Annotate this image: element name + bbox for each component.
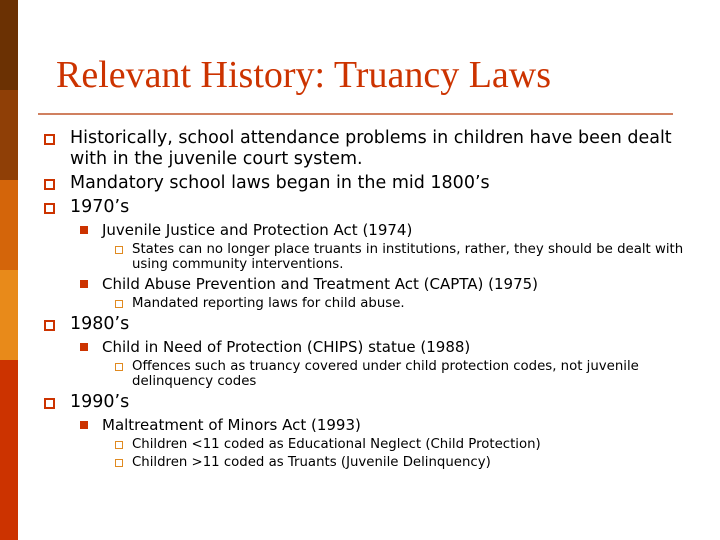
hollow-square-bullet-icon xyxy=(44,203,55,214)
bullet-item xyxy=(44,314,684,335)
small-square-bullet-icon xyxy=(115,300,123,308)
filled-square-bullet-icon xyxy=(80,280,88,288)
sub-bullet-item xyxy=(44,338,684,356)
sub-bullet-item xyxy=(44,221,684,239)
sub-sub-bullet-text: Children >11 coded as Truants (Juvenile Delinquency) xyxy=(132,455,491,470)
small-square-bullet-icon xyxy=(115,363,123,371)
decorative-stripe xyxy=(0,90,18,180)
slide-title: Relevant History: Truancy Laws xyxy=(56,54,552,96)
sub-sub-bullet-text: States can no longer place truants in institutions, rather, they should be dealt with using community interventions. xyxy=(132,242,684,272)
bullet-item xyxy=(44,173,684,194)
bullet-text: 1970’s xyxy=(70,197,130,217)
sub-bullet-text: Juvenile Justice and Protection Act (1974) xyxy=(102,221,413,239)
bullet-text: 1990’s xyxy=(70,392,130,412)
hollow-square-bullet-icon xyxy=(44,320,55,331)
filled-square-bullet-icon xyxy=(80,421,88,429)
bullet-item xyxy=(44,392,684,413)
small-square-bullet-icon xyxy=(115,441,123,449)
sub-bullet-item xyxy=(44,416,684,434)
decorative-stripe xyxy=(0,0,18,90)
bullet-text: Mandatory school laws began in the mid 1800’s xyxy=(70,173,490,193)
slide-content xyxy=(44,128,684,473)
sub-bullet-text: Child in Need of Protection (CHIPS) statue (1988) xyxy=(102,338,471,356)
hollow-square-bullet-icon xyxy=(44,179,55,190)
decorative-stripe xyxy=(0,270,18,360)
sub-sub-bullet-item xyxy=(44,359,684,389)
sub-sub-bullet-item xyxy=(44,455,684,470)
sub-sub-bullet-item xyxy=(44,437,684,452)
bullet-text: 1980’s xyxy=(70,314,130,334)
hollow-square-bullet-icon xyxy=(44,398,55,409)
filled-square-bullet-icon xyxy=(80,343,88,351)
decorative-stripe xyxy=(0,180,18,270)
bullet-text: Historically, school attendance problems in children have been dealt with in the juvenile court system. xyxy=(70,128,672,169)
sub-sub-bullet-text: Offences such as truancy covered under child protection codes, not juvenile delinquency codes xyxy=(132,359,639,389)
filled-square-bullet-icon xyxy=(80,226,88,234)
small-square-bullet-icon xyxy=(115,246,123,254)
sub-sub-bullet-text: Mandated reporting laws for child abuse. xyxy=(132,296,405,311)
sub-bullet-text: Maltreatment of Minors Act (1993) xyxy=(102,416,361,434)
bullet-item xyxy=(44,197,684,218)
sub-bullet-item xyxy=(44,275,684,293)
sub-bullet-text: Child Abuse Prevention and Treatment Act (CAPTA) (1975) xyxy=(102,275,539,293)
hollow-square-bullet-icon xyxy=(44,134,55,145)
bullet-item xyxy=(44,128,684,170)
sub-sub-bullet-text: Children <11 coded as Educational Neglect (Child Protection) xyxy=(132,437,541,452)
sub-sub-bullet-item xyxy=(44,242,684,272)
small-square-bullet-icon xyxy=(115,459,123,467)
sub-sub-bullet-item xyxy=(44,296,684,311)
title-divider xyxy=(38,113,673,115)
decorative-stripe xyxy=(0,360,18,540)
